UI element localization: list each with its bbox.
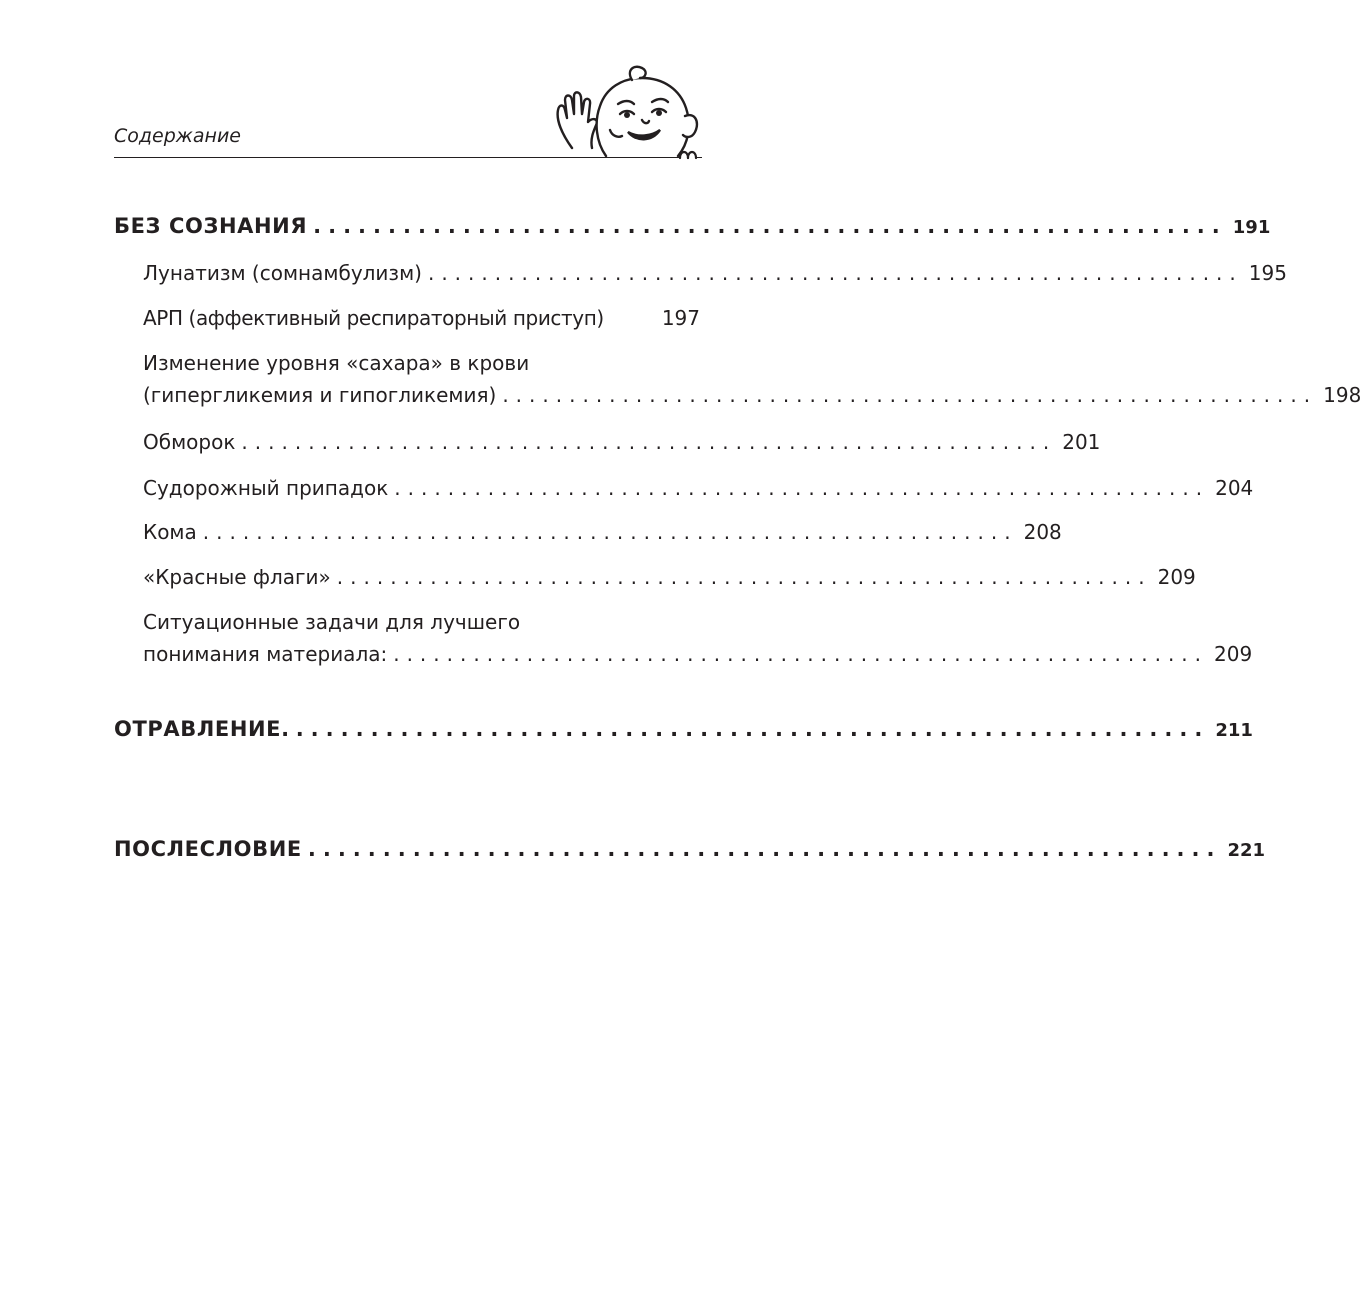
dot-leader: ............................................................. [336, 565, 1152, 589]
toc-entry-page: 195 [1248, 261, 1287, 285]
toc-entry-obmorok[interactable] [143, 430, 1101, 454]
toc-entry-sudorozhny-pripadok[interactable] [143, 476, 1254, 500]
toc-entry-page: 197 [661, 306, 700, 330]
dot-leader: ............................................................. [202, 520, 1018, 544]
toc-entry-title-line1: Изменение уровня «сахара» в крови [143, 351, 530, 375]
dot-leader: ............................................................. [295, 717, 1210, 741]
baby-mascot-icon [552, 60, 702, 160]
toc-entry-page: 191 [1232, 217, 1271, 238]
toc-entry-page: 204 [1215, 476, 1254, 500]
toc-entry-title: «Красные флаги» [143, 565, 331, 589]
toc-entry-title: Судорожный припадок [143, 476, 389, 500]
toc-entry-page: 211 [1215, 720, 1253, 741]
dot-leader: ............................................................. [313, 214, 1227, 238]
dot-leader: ............................................................. [307, 837, 1222, 861]
toc-entry-title-line2: (гипергликемия и гипогликемия) [143, 383, 497, 407]
toc-entry-title: БЕЗ СОЗНАНИЯ [114, 214, 308, 238]
toc-entry-page: 209 [1214, 642, 1253, 666]
toc-entry-otravlenie[interactable] [114, 717, 1253, 741]
dot-leader: ............................................................. [393, 642, 1209, 666]
running-header [114, 60, 702, 160]
toc-entry-page: 201 [1062, 430, 1101, 454]
dot-leader: ............................................................. [394, 476, 1210, 500]
toc-entry-sakhar[interactable] [143, 351, 1361, 407]
toc-entry-title: ОТРАВЛЕНИЕ. [114, 717, 290, 741]
toc-entry-title: Лунатизм (сомнамбулизм) [143, 261, 422, 285]
toc-entry-arp[interactable] [143, 306, 700, 330]
toc-entry-krasnye-flagi[interactable] [143, 565, 1196, 589]
toc-entry-koma[interactable] [143, 520, 1062, 544]
toc-entry-title-line1: Ситуационные задачи для лучшего [143, 610, 521, 634]
toc-entry-title: ПОСЛЕСЛОВИЕ [114, 837, 302, 861]
toc-entry-page: 221 [1227, 840, 1266, 861]
toc-entry-page: 198 [1323, 383, 1361, 407]
section-title: Содержание [114, 125, 241, 147]
toc-entry-posleslovie[interactable] [114, 837, 1266, 861]
toc-entry-page: 209 [1157, 565, 1196, 589]
toc-entry-lunatizm[interactable] [143, 261, 1287, 285]
toc-entry-title-line2: понимания материала: [143, 642, 388, 666]
toc-entry-bez-soznaniya[interactable] [114, 214, 1271, 238]
toc-entry-title: Кома [143, 520, 197, 544]
toc-entry-page: 208 [1023, 520, 1062, 544]
dot-leader: ............................................................. [241, 430, 1057, 454]
dot-leader: ............................................................. [502, 383, 1318, 407]
toc-entry-title: АРП (аффективный респираторный приступ) [143, 306, 604, 330]
toc-entry-situatsionnye-zadachi[interactable] [143, 610, 1253, 666]
dot-leader: ............................................................. [427, 261, 1243, 285]
toc-entry-title: Обморок [143, 430, 236, 454]
